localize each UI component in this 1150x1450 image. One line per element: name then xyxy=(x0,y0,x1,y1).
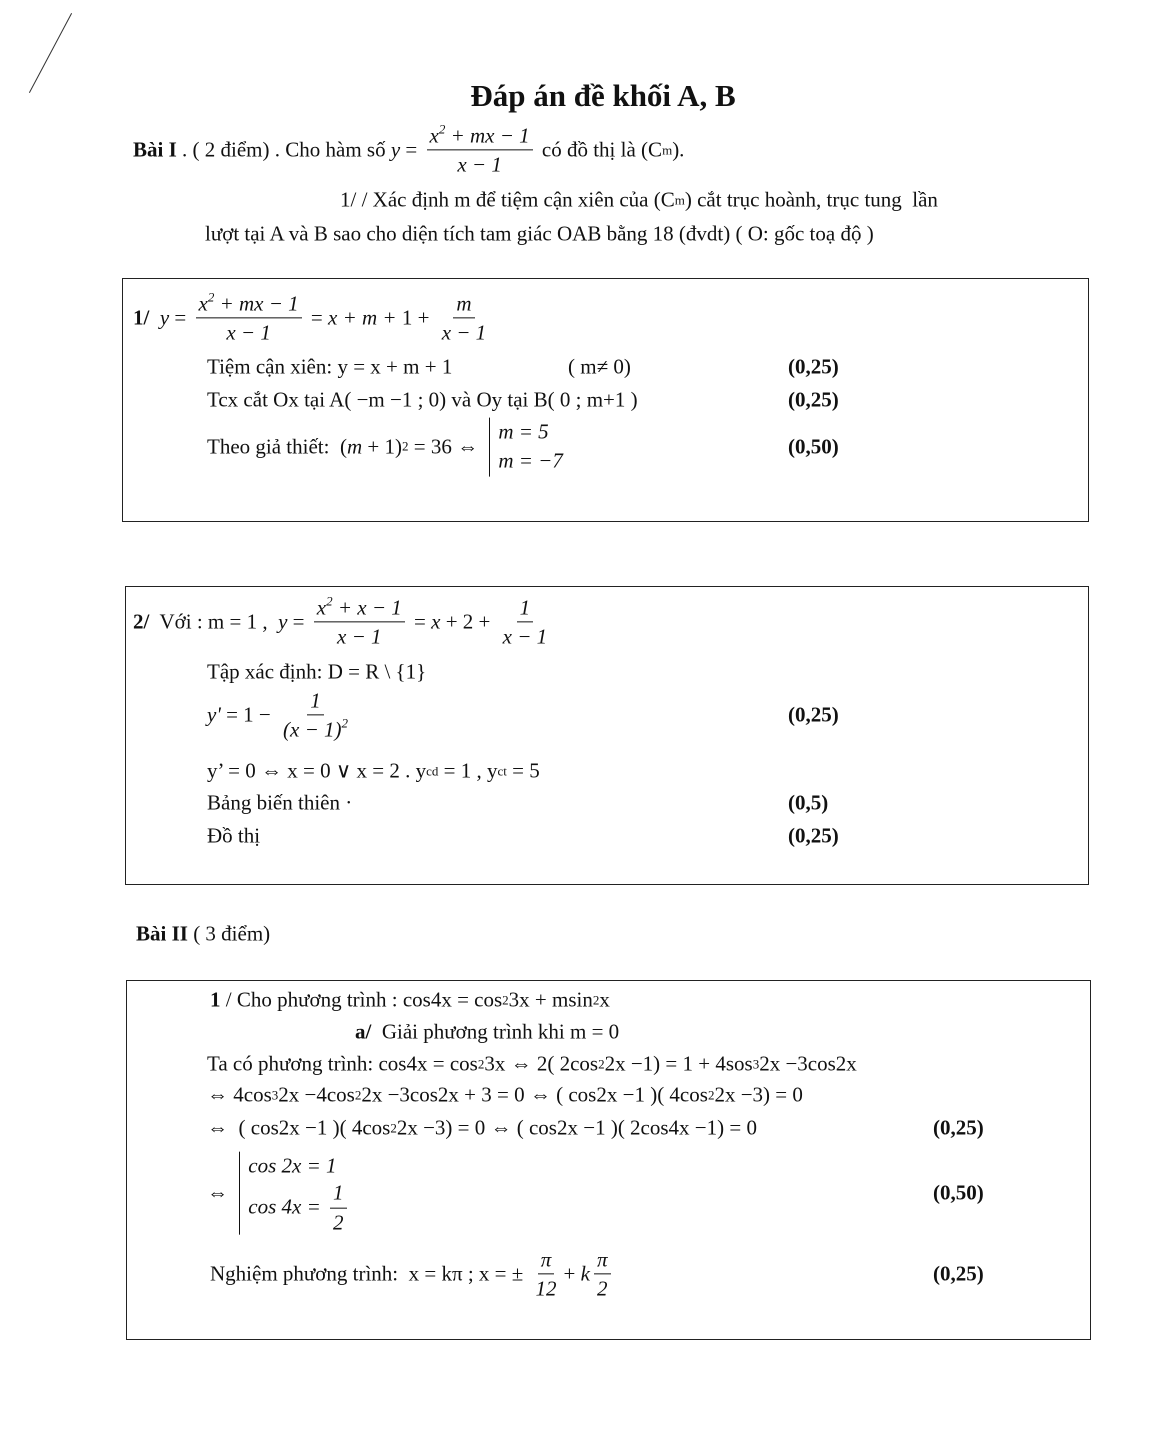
fraction xyxy=(533,1247,560,1300)
text-segment xyxy=(149,306,160,331)
math-variable: y xyxy=(278,609,288,634)
text-segment: 3x + msin xyxy=(508,987,593,1012)
text-segment: cos 2 xyxy=(248,1153,292,1178)
math-variable: y xyxy=(390,137,401,162)
bold-text: 2/ xyxy=(133,609,150,634)
text-segment: 2x −3) = 0 ⇔ ( cos2x −1 )( 2cos4x −1) = 0 xyxy=(396,1115,757,1140)
denominator xyxy=(334,623,385,649)
text-segment: + mx − 1 xyxy=(214,291,299,316)
text-segment: ). xyxy=(672,137,685,162)
denominator xyxy=(330,1208,347,1234)
text-segment: Nghiệm phương trình: x = kπ ; x = ± xyxy=(210,1261,529,1286)
box1-condition xyxy=(568,355,631,380)
denominator xyxy=(500,623,551,649)
text-segment: Tập xác định: D = R \ {1} xyxy=(207,659,427,684)
box2-extrema: y’ = 0 ⇔ x = 0 ∨ x = 2 . y cd = 1 , y ct = 5 xyxy=(207,758,540,783)
text-segment: + mx − 1 xyxy=(445,123,530,148)
box2-formula xyxy=(133,595,554,648)
text-segment: lượt tại A và B sao cho diện tích tam giác OAB bằng 18 (đvdt) ( O: gốc toạ độ ) xyxy=(205,221,874,246)
bold-text: Bài II xyxy=(136,921,188,946)
text-segment: ( 3 điểm) xyxy=(187,921,271,946)
text-segment: Ta có phương trình: cos4x = cos xyxy=(207,1051,478,1076)
box3-step2: ⇔ 4cos 3 2x −4cos 2 2x −3cos2x + 3 = 0 ⇔ ( cos2x −1 )( 4cos 2 2x −3) = 0 xyxy=(207,1082,803,1107)
text-segment: + 1) xyxy=(362,434,402,459)
text-segment: = 1 xyxy=(301,1153,337,1178)
math-variable: y xyxy=(159,305,170,330)
text-segment: 2 xyxy=(596,1276,608,1301)
case-row xyxy=(248,1181,350,1234)
text-segment: / Cho phương trình : cos4x = cos xyxy=(220,987,503,1012)
box2-domain xyxy=(207,660,426,685)
math-variable: y' xyxy=(207,702,221,727)
text-segment: x − 1 xyxy=(457,152,502,177)
text-segment: Bảng biến thiên · xyxy=(207,790,353,815)
text-segment: Theo giả thiết: ( xyxy=(207,434,347,459)
math-variable: x + m + xyxy=(328,305,402,330)
fraction xyxy=(330,1181,347,1234)
text-segment: x − 1 xyxy=(337,624,382,649)
numerator xyxy=(330,1181,347,1208)
denominator xyxy=(223,319,274,345)
text-segment: 1 + xyxy=(401,305,435,330)
numerator xyxy=(307,688,324,715)
text-segment: 1 xyxy=(519,595,531,620)
text-segment: Với : m = 1 , xyxy=(149,609,279,634)
numerator xyxy=(314,595,405,622)
box3-part-a xyxy=(355,1020,619,1045)
text-segment: π xyxy=(540,1247,552,1272)
denominator xyxy=(533,1275,560,1301)
text-segment: m = −7 xyxy=(498,449,563,473)
text-segment: 2x −3cos2x xyxy=(759,1051,857,1076)
text-segment: 2x −1) = 1 + 4sos xyxy=(604,1051,753,1076)
text-segment: + x − 1 xyxy=(332,595,402,620)
bold-text: a/ xyxy=(355,1019,372,1044)
text-segment: (x − 1) xyxy=(283,717,342,742)
page-title: Đáp án đề khối A, B xyxy=(470,78,736,113)
text-segment: y’ = 0 ⇔ x = 0 ∨ x = 2 . y xyxy=(207,758,427,783)
text-segment: cos 4 xyxy=(248,1194,292,1219)
box1-intersections xyxy=(207,388,638,413)
box1-hypothesis: Theo giả thiết: ( m + 1) 2 = 36 ⇔ m = 5 m = −7 xyxy=(207,418,567,477)
bai2-header xyxy=(136,922,270,947)
case-row xyxy=(248,1152,350,1181)
text-segment: ⇔ 4cos xyxy=(207,1082,272,1107)
text-segment: ⇔ ( cos2x −1 )( 4cos xyxy=(207,1115,391,1140)
math-variable: k xyxy=(580,1261,590,1286)
box3-step3: ⇔ ( cos2x −1 )( 4cos 2 2x −3) = 0 ⇔ ( cos2x −1 )( 2cos4x −1) = 0 xyxy=(207,1115,757,1140)
superscript: 2 xyxy=(438,121,446,137)
numerator xyxy=(517,595,534,622)
math-variable: m xyxy=(346,434,363,459)
fraction xyxy=(594,1247,611,1300)
bold-text: 1 xyxy=(210,987,221,1012)
text-segment: + 2 + xyxy=(440,609,496,634)
math-variable: x xyxy=(292,1153,302,1178)
text-segment: x xyxy=(429,123,439,148)
score: (0,25) xyxy=(933,1261,984,1286)
text-segment: x − 1 xyxy=(226,320,271,345)
math-variable: x xyxy=(292,1194,302,1219)
text-segment: = 5 xyxy=(506,758,540,783)
fraction xyxy=(439,291,490,344)
math-variable: x xyxy=(431,609,441,634)
fraction xyxy=(196,291,302,344)
text-segment: ) cắt trục hoành, trục tung lần xyxy=(684,187,938,212)
superscript: 2 xyxy=(207,289,215,305)
score: (0,25) xyxy=(788,823,839,848)
numerator xyxy=(196,291,302,318)
text-segment: = xyxy=(287,609,310,634)
box3-step4 xyxy=(207,1152,355,1235)
text-segment: 1 xyxy=(310,688,321,713)
box2-graph xyxy=(207,824,260,849)
text-segment: m xyxy=(456,291,472,316)
denominator xyxy=(439,319,490,345)
text-segment: = 1 − xyxy=(220,702,276,727)
cases-bracket xyxy=(489,418,567,477)
score: (0,5) xyxy=(788,790,829,815)
text-segment: 2 xyxy=(333,1210,344,1235)
text-segment: = 36 ⇔ xyxy=(408,434,484,459)
text-segment: Tcx cắt Ox tại A( −m −1 ; 0) và Oy tại B( 0 ; m+1 ) xyxy=(207,387,638,412)
box3-step1: Ta có phương trình: cos4x = cos 2 3x ⇔ 2( 2cos 2 2x −1) = 1 + 4sos 3 2x −3cos2x xyxy=(207,1051,857,1076)
text-segment: = xyxy=(169,305,192,330)
text-segment: = 1 , y xyxy=(438,758,498,783)
text-segment: π xyxy=(596,1247,608,1272)
fraction xyxy=(500,595,551,648)
score: (0,50) xyxy=(788,434,839,459)
text-segment: 2x −4cos xyxy=(278,1082,355,1107)
box3-solution xyxy=(210,1247,615,1300)
superscript: 2 xyxy=(326,593,333,609)
text-segment: 1 xyxy=(333,1181,344,1206)
text-segment: Đồ thị xyxy=(207,823,261,848)
score: (0,25) xyxy=(933,1115,984,1140)
fraction xyxy=(427,123,533,176)
text-segment: . ( 2 điểm) . Cho hàm số xyxy=(176,137,391,162)
box1-asymptote xyxy=(207,355,452,380)
text-segment: = xyxy=(408,609,432,634)
case-row xyxy=(498,418,563,447)
bai1-header: Bài I . ( 2 điểm) . Cho hàm số y = $\frac{x^2 + mx - 1}{x - 1}$ có đồ thị là (C m ). xyxy=(133,121,685,177)
case-row xyxy=(498,447,563,476)
text-segment: Giải phương trình khi m = 0 xyxy=(371,1019,620,1044)
text-segment: x − 1 xyxy=(441,320,487,345)
text-segment: x xyxy=(599,987,610,1012)
score: (0,50) xyxy=(933,1180,984,1205)
score: (0,25) xyxy=(788,354,839,379)
bai1-question-line2 xyxy=(205,222,874,247)
numerator xyxy=(427,123,533,150)
text-segment: Tiệm cận xiên: y = x + m + 1 xyxy=(207,354,453,379)
text-segment: 1/ / Xác định m để tiệm cận xiên của (C xyxy=(340,187,675,212)
bai1-question-line1: 1/ / Xác định m để tiệm cận xiên của (C m ) cắt trục hoành, trục tung lần xyxy=(340,187,938,212)
cases-bracket xyxy=(239,1152,354,1235)
text-segment: 2x −3) = 0 xyxy=(714,1082,803,1107)
text-segment: ( m≠ 0) xyxy=(568,354,631,379)
numerator xyxy=(594,1247,611,1274)
text-segment: x xyxy=(316,595,327,620)
text-segment: x − 1 xyxy=(502,624,548,649)
text-segment: 3x ⇔ 2( 2cos xyxy=(484,1051,599,1076)
score: (0,25) xyxy=(788,387,839,412)
numerator xyxy=(453,291,474,318)
text-segment: + xyxy=(563,1261,581,1286)
numerator xyxy=(538,1247,555,1274)
text-segment: m = 5 xyxy=(498,419,549,444)
denominator xyxy=(594,1275,611,1301)
superscript: 2 xyxy=(341,715,348,731)
text-segment: 12 xyxy=(535,1276,557,1301)
fraction xyxy=(314,595,405,648)
box2-derivative xyxy=(207,688,355,741)
text-segment: x xyxy=(198,291,208,316)
fraction xyxy=(280,688,351,741)
box1-formula xyxy=(133,291,493,344)
box3-problem: 1 / Cho phương trình : cos4x = cos 2 3x + msin 2 x xyxy=(210,987,610,1012)
text-segment: ⇔ xyxy=(207,1180,234,1205)
text-segment: = xyxy=(305,305,329,330)
text-segment: = xyxy=(301,1194,326,1219)
text-segment: có đồ thị là (C xyxy=(536,137,663,162)
box2-variation-table xyxy=(207,791,352,816)
denominator xyxy=(454,151,505,177)
score: (0,25) xyxy=(788,702,839,727)
text-segment: 2x −3cos2x + 3 = 0 ⇔ ( cos2x −1 )( 4cos xyxy=(361,1082,708,1107)
bold-text: 1/ xyxy=(133,305,150,330)
bold-text: Bài I xyxy=(133,137,177,162)
text-segment: = xyxy=(400,137,423,162)
denominator xyxy=(280,716,351,742)
